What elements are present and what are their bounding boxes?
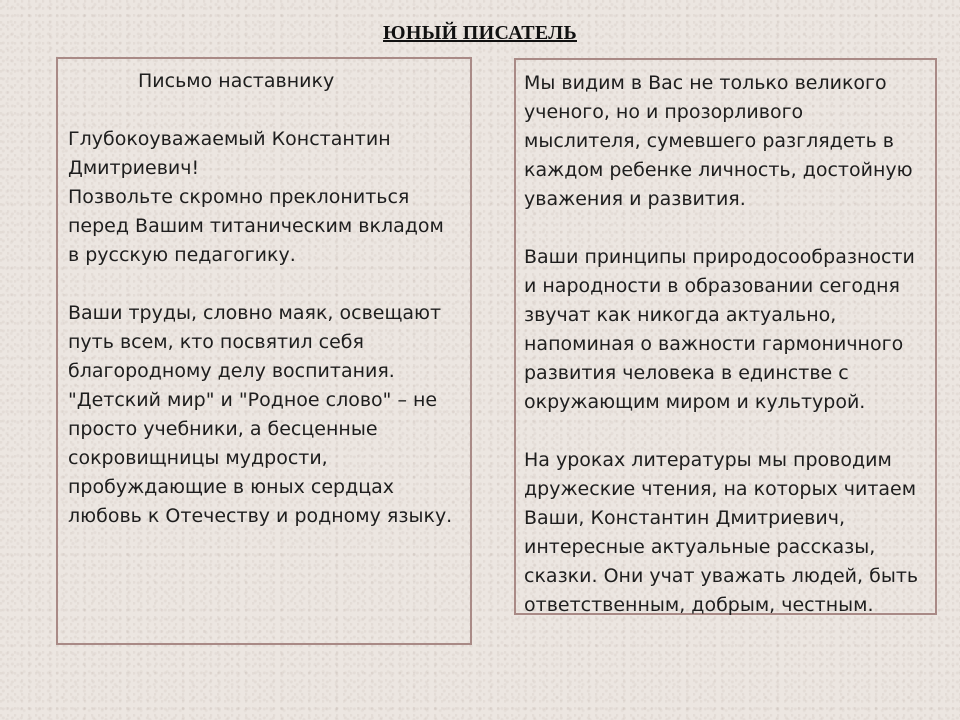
spacer: [524, 417, 927, 446]
letter-paragraph: На уроках литературы мы проводим дружеские чтения, на которых читаем Ваши, Константин Дмитриевич, интересные актуальные рассказы, сказки. Они учат уважать людей, быть ответственным, добрым, честным.: [524, 449, 919, 616]
spacer: [524, 214, 927, 243]
spacer: [68, 270, 460, 299]
letter-paragraph: Мы видим в Вас не только великого ученого, но и прозорливого мыслителя, сумевшего разглядеть в каждом ребенке личность, достойную уважения и развития.: [524, 72, 913, 210]
letter-paragraph: Ваши принципы природосообразности и народности в образовании сегодня звучат как никогда актуально, напоминая о важности гармоничного развития человека в единстве с окружающим миром и культурой.: [524, 246, 915, 413]
letter-panel-left: [56, 57, 472, 645]
letter-salutation: Глубокоуважаемый Константин Дмитриевич!: [68, 128, 391, 179]
slide-title: ЮНЫЙ ПИСАТЕЛЬ: [383, 22, 577, 44]
letter-heading: Письмо наставнику: [138, 70, 335, 92]
letter-panel-right: [514, 58, 937, 615]
letter-paragraph: Позвольте скромно преклониться перед Вашим титаническим вкладом в русскую педагогику.: [68, 186, 444, 266]
letter-paragraph: Ваши труды, словно маяк, освещают путь всем, кто посвятил себя благородному делу воспитания. "Детский мир" и "Родное слово" – не просто учебники, а бесценные сокровищницы мудрости, пробуждающие в юных сердцах любовь к Отечеству и родному языку.: [68, 302, 453, 527]
spacer: [68, 96, 460, 125]
